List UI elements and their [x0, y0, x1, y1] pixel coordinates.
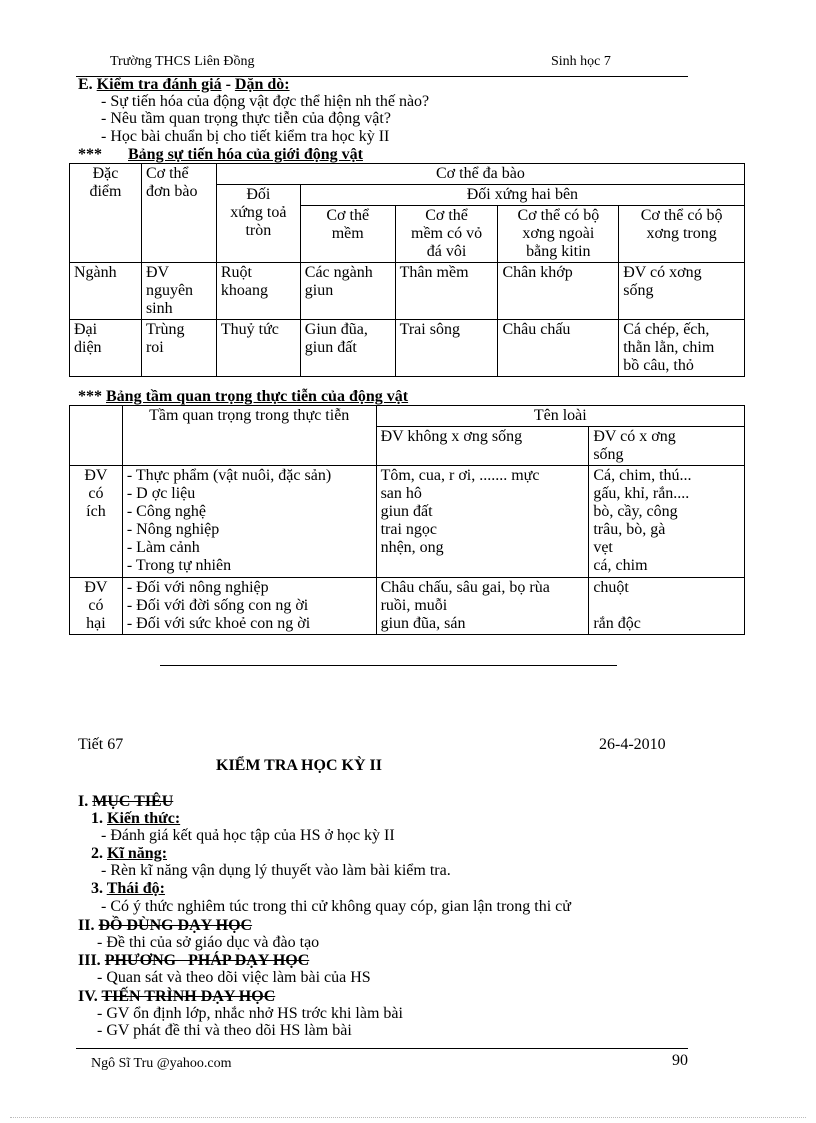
attitude-heading: 3. Thái độ:: [91, 880, 165, 897]
section-e-item: - Nêu tầm quan trọng thực tiễn của động vật?: [101, 110, 391, 127]
skills-item: - Rèn kĩ năng vận dụng lý thuyết vào làm bài kiểm tra.: [101, 862, 451, 879]
section-e-sep: -: [225, 76, 231, 93]
lesson-number: Tiết 67: [78, 736, 124, 753]
t1-h-multi: Cơ thể đa bào: [216, 164, 744, 185]
table2-title: Bảng tầm quan trọng thực tiễn của động vật: [106, 388, 409, 405]
t2-roles: - Đối với nông nghiệp - Đối với đời sống con ng ời - Đối với sức khoẻ con ng ời: [122, 578, 376, 635]
t1-cell: Thân mềm: [395, 263, 498, 320]
procedure-heading: IV. TIẾN TRÌNH DẠY HỌC: [78, 988, 276, 1005]
procedure-item: - GV ổn định lớp, nhắc nhở HS trớc khi làm bài: [97, 1005, 403, 1022]
knowledge-item: - Đánh giá kết quả học tập của HS ở học kỳ II: [101, 827, 395, 844]
table-row: [70, 578, 745, 635]
t1-h-shell: Cơ thể mềm có vỏ đá vôi: [395, 206, 498, 263]
t2-h-importance: Tầm quan trọng trong thực tiễn: [122, 406, 376, 466]
t1-cell: ĐV có xơng sống: [619, 263, 745, 320]
t2-h-corner: [70, 406, 123, 466]
t1-cell: ĐV nguyên sinh: [141, 263, 216, 320]
t2-h-species: Tên loài: [376, 406, 744, 427]
table2-stars: ***: [78, 388, 102, 405]
t2-h-invert: ĐV không x ơng sống: [376, 427, 589, 466]
t1-cell: Trùng roi: [141, 320, 216, 377]
knowledge-heading: 1. Kiến thức:: [91, 810, 181, 827]
t1-cell: Châu chấu: [498, 320, 619, 377]
t1-h-endo: Cơ thể có bộ xơng trong: [619, 206, 745, 263]
table1-title: Bảng sự tiến hóa của giới động vật: [128, 146, 363, 163]
t1-cell: Các ngành giun: [300, 263, 395, 320]
t2-invert: Châu chấu, sâu gai, bọ rùa ruồi, muỗi giun đũa, sán: [376, 578, 589, 635]
section-e-item: - Sự tiến hóa của động vật đợc thể hiện nh thế nào?: [101, 93, 430, 110]
t1-h-exo: Cơ thể có bộ xơng ngoài bằng kitin: [498, 206, 619, 263]
attitude-item: - Có ý thức nghiêm túc trong thi cử không quay cóp, gian lận trong thi cử: [101, 898, 571, 915]
materials-heading: II. ĐỒ DÙNG DẠY HỌC: [78, 917, 253, 934]
t1-cell: Ruột khoang: [216, 263, 300, 320]
lesson-title: KIỂM TRA HỌC KỲ II: [216, 757, 382, 774]
t2-h-vert: ĐV có x ơng sống: [589, 427, 745, 466]
materials-item: - Đề thi của sở giáo dục và đào tạo: [97, 934, 320, 951]
section-e-label: E.: [78, 76, 93, 93]
section-e-item: - Học bài chuẩn bị cho tiết kiểm tra học kỳ II: [101, 128, 390, 145]
importance-table: [69, 405, 745, 635]
skills-heading: 2. Kĩ năng:: [91, 845, 168, 862]
t2-row-label: ĐV có hại: [70, 578, 123, 635]
section-e-heading: [78, 76, 290, 94]
table1-stars: ***: [78, 146, 102, 163]
t1-h-single: Cơ thể đơn bào: [141, 164, 216, 263]
header-school: Trường THCS Liên Đồng: [110, 54, 255, 69]
t1-cell: Chân khớp: [498, 263, 619, 320]
t1-row-label: Ngành: [70, 263, 142, 320]
t1-h-feature: Đặc điểm: [70, 164, 142, 263]
methods-item: - Quan sát và theo dõi việc làm bài của HS: [97, 969, 371, 986]
objectives-heading: I. MỤC TIÊU: [78, 793, 174, 810]
lesson-date: 26-4-2010: [599, 736, 666, 753]
evolution-table: [69, 163, 745, 377]
methods-heading: III. PHƯƠNG PHÁP DẠY HỌC: [78, 952, 310, 969]
table-row: [70, 263, 745, 320]
t1-cell: Trai sông: [395, 320, 498, 377]
table-row: [70, 320, 745, 377]
section-e-title: Kiểm tra đánh giá: [96, 76, 222, 93]
procedure-item: - GV phát đề thi và theo dõi HS làm bài: [97, 1022, 352, 1039]
t1-h-soft: Cơ thể mềm: [300, 206, 395, 263]
t2-vert: Cá, chim, thú... gấu, khỉ, rắn.... bò, cầy, công trâu, bò, gà vẹt cá, chim: [589, 466, 745, 578]
table1-heading: [78, 146, 363, 164]
page-edge: [10, 1117, 806, 1118]
section-e-title2: Dặn dò:: [234, 76, 290, 93]
t2-roles: - Thực phẩm (vật nuôi, đặc sản) - D ợc liệu - Công nghệ - Nông nghiệp - Làm cảnh - Trong tự nhiên: [122, 466, 376, 578]
t1-h-radial: Đối xứng toả tròn: [216, 185, 300, 263]
t1-cell: Giun đũa, giun đất: [300, 320, 395, 377]
footer-author: Ngô Sĩ Tru @yahoo.com: [91, 1056, 232, 1071]
t1-row-label: Đại diện: [70, 320, 142, 377]
page-number: 90: [672, 1052, 688, 1069]
table-row: [70, 466, 745, 578]
t1-cell: Cá chép, ếch, thằn lằn, chim bồ câu, thỏ: [619, 320, 745, 377]
t1-h-bilateral: Đối xứng hai bên: [300, 185, 744, 206]
objectives-title: MỤC TIÊU: [92, 793, 174, 810]
t1-cell: Thuỷ tức: [216, 320, 300, 377]
t2-row-label: ĐV có ích: [70, 466, 123, 578]
footer-rule: [76, 1048, 688, 1049]
t2-invert: Tôm, cua, r ơi, ....... mực san hô giun đất trai ngọc nhện, ong: [376, 466, 589, 578]
table2-heading: [78, 388, 408, 406]
header-subject: Sinh học 7: [551, 54, 611, 69]
t2-vert: chuột rắn độc: [589, 578, 745, 635]
section-divider: [160, 665, 617, 666]
